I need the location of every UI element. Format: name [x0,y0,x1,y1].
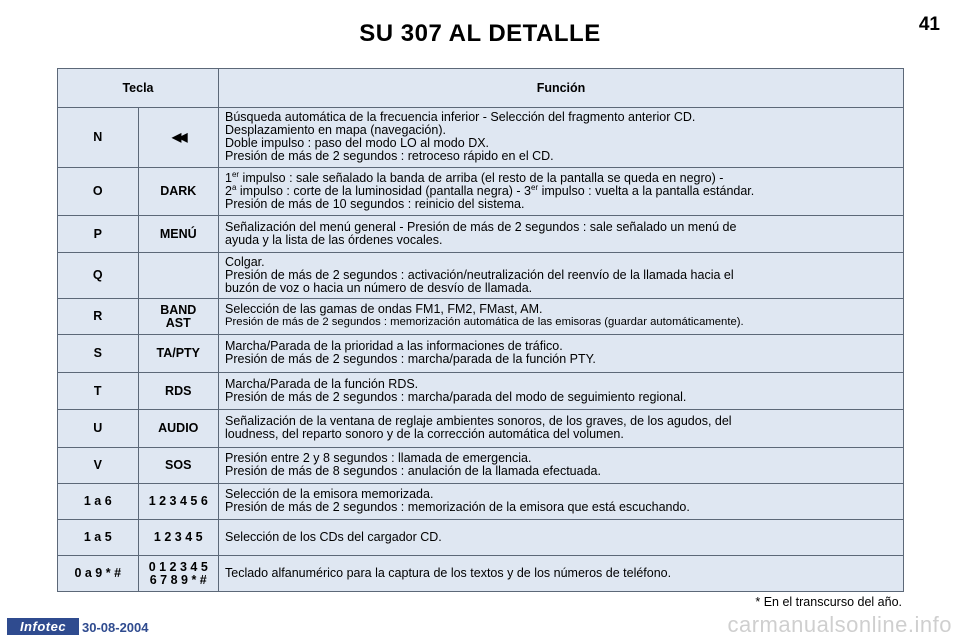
function-line: Presión de más de 2 segundos : retroceso rápido en el CD. [225,149,554,163]
key-letter: 1 a 6 [58,484,139,520]
table-row [58,253,904,299]
table-header-row [58,69,904,108]
function-line: Presión de más de 2 segundos : marcha/parada del modo de seguimiento regional. [225,389,687,404]
function-line: Presión entre 2 y 8 segundos : llamada de emergencia. [225,451,532,465]
key-symbol [138,556,219,592]
function-line: Presión de más de 2 segundos : memorización automática de las emisoras (guardar automáticamente). [225,316,744,328]
table-row [58,335,904,373]
function-line: Señalización del menú general - Presión de más de 2 segundos : sale señalado un menú de [225,219,737,234]
table-row [58,373,904,410]
function-line: 2$^a$ impulso : corte de la luminosidad (pantalla negra) - 3er impulso : vuelta a la pantalla estándar. [225,182,755,198]
table-row [58,448,904,484]
function-description [219,448,904,484]
function-line: Selección de los CDs del cargador CD. [225,529,442,544]
function-line: Selección de la emisora memorizada. [225,487,434,501]
key-letter: 1 a 5 [58,520,139,556]
key-letter: U [58,410,139,448]
function-description [219,108,904,168]
key-symbol: 1 2 3 4 5 [138,520,219,556]
key-letter: O [58,168,139,216]
table-row [58,410,904,448]
function-description [219,253,904,299]
table-row [58,556,904,592]
function-line: Marcha/Parada de la prioridad a las informaciones de tráfico. [225,339,563,353]
function-line: Presión de más de 2 segundos : memorización de la emisora que está escuchando. [225,500,690,514]
table-row [58,484,904,520]
function-line: Presión de más de 2 segundos : marcha/parada de la función PTY. [225,352,596,366]
watermark: carmanualsonline.info [727,612,952,637]
key-symbol [138,108,219,168]
key-letter: 0 a 9 * # [58,556,139,592]
table-row [58,520,904,556]
function-line: loudness, del reparto sonoro y de la corrección automática del volumen. [225,427,624,441]
function-description [219,373,904,410]
footnote: * En el transcurso del año. [755,595,902,609]
key-letter: N [58,108,139,168]
key-symbol: AUDIO [138,410,219,448]
column-header-function: Función [219,69,904,108]
function-line: Teclado alfanumérico para la captura de los textos y de los números de teléfono. [225,565,672,580]
function-line: Colgar. [225,254,265,269]
function-line: Doble impulso : paso del modo LO al modo DX. [225,136,490,150]
key-symbol-line: BAND [160,302,197,317]
infotec-logo: Infotec [7,618,79,635]
key-symbol: RDS [138,373,219,410]
function-description [219,556,904,592]
key-symbol [138,253,219,299]
function-description [219,216,904,253]
key-letter: R [58,299,139,335]
function-table [57,68,904,592]
function-description [219,299,904,335]
key-symbol: 1 2 3 4 5 6 [138,484,219,520]
table-row [58,299,904,335]
page-title: SU 307 AL DETALLE [359,20,601,47]
double-left-arrow-icon: ◀◀ [172,130,185,144]
key-letter: P [58,216,139,253]
function-description [219,484,904,520]
key-letter: T [58,373,139,410]
function-description [219,520,904,556]
key-letter: S [58,335,139,373]
function-line: Selección de las gamas de ondas FM1, FM2, FMast, AM. [225,302,543,316]
function-line: Desplazamiento en mapa (navegación). [225,123,446,137]
key-symbol: TA/PTY [138,335,219,373]
key-symbol-line: 0 1 2 3 4 5 [148,559,208,574]
key-symbol: MENÚ [138,216,219,253]
table-row [58,168,904,216]
key-symbol: SOS [138,448,219,484]
key-letter: V [58,448,139,484]
function-line: Búsqueda automática de la frecuencia inferior - Selección del fragmento anterior CD. [225,110,696,124]
function-line: 1er impulso : sale señalado la banda de arriba (el resto de la pantalla se queda en negro) - [225,169,724,185]
key-symbol: DARK [138,168,219,216]
function-line: ayuda y la lista de las órdenes vocales. [225,232,443,247]
key-letter: Q [58,253,139,299]
function-description [219,335,904,373]
key-symbol [138,299,219,335]
table-row [58,216,904,253]
key-symbol-line: AST [165,315,191,330]
function-line: Marcha/Parada de la función RDS. [225,376,419,391]
function-description [219,168,904,216]
function-line: buzón de voz o hacia un número de desvío de llamada. [225,280,533,295]
function-line: Presión de más de 2 segundos : activación/neutralización del reenvío de la llamada hacia el [225,267,734,282]
function-line: Presión de más de 10 segundos : reinicio del sistema. [225,196,525,211]
key-symbol-line: 6 7 8 9 * # [149,572,207,587]
function-line: Presión de más de 8 segundos : anulación de la llamada efectuada. [225,464,601,478]
function-description [219,410,904,448]
footer-date: 30-08-2004 [82,620,149,635]
page-number: 41 [918,14,940,35]
column-header-key: Tecla [58,69,219,108]
function-line: Señalización de la ventana de reglaje ambientes sonoros, de los graves, de los agudos, del [225,414,732,428]
table-row [58,108,904,168]
